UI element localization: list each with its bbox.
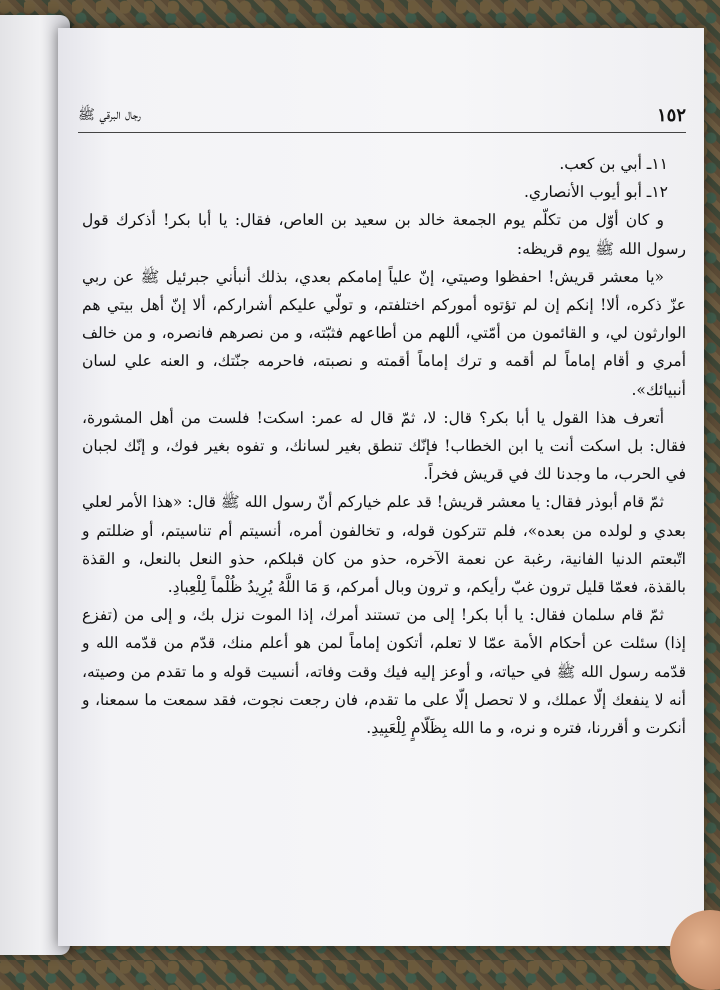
paragraph: أتعرف هذا القول يا أبا بكر؟ قال: لا، ثمّ قال له عمر: اسكت! فلست من أهل المشورة، فقال: بل اسكت أنت يا ابن الخطاب! فإنّك تنطق بغير لسانك، و تفوه بغير فوك، و إنّك لجبان في الحرب، ما وجدنا لك في قريش فخراً. <box>82 408 686 484</box>
book-page <box>58 28 704 946</box>
page-number: ١٥٢ <box>656 105 686 126</box>
list-item: ١١ـ أبي بن كعب. <box>559 155 668 173</box>
paragraph: ثمّ قام أبوذر فقال: يا معشر قريش! قد علم خياركم أنّ رسول الله ﷺ قال: «هذا الأمر لعلي بعدي و لولده من بعده»، فلم تتركون قوله، و تخالفون أمره، أنسيتم أم تناسيتم، أو ضللتم و اتّبعتم الدنيا الفانية، رغبة عن نعمة الآخره، حذو من كان قبلكم، حذو النعل بالنعل، و القذة بالقذة، فعمّا قليل ترون غبّ رأيكم، و ترون وبال أمركم، وَ مَا اللَّهُ يُرِيدُ ظُلْماً لِلْعِبادِ. <box>82 493 686 597</box>
paragraph: و كان أوّل من تكلّم يوم الجمعة خالد بن سعيد بن العاص، فقال: يا أبا بكر! أذكرك قول رسول الله ﷺ يوم قريظه: <box>82 211 686 258</box>
paragraph: ثمّ قام سلمان فقال: يا أبا بكر! إلى من تستند أمرك، إذا الموت نزل بك، و إلى من (تفزع إذا) سئلت عن أحكام الأمة عمّا لا تعلم، أتكون إماماً لمن هو أعلم منك، قدّم من قدّمه الله و قدّمه رسول الله ﷺ في حياته، و أوعز إليه فيك وقت وفاته، أنسيت قوله و ما تقدم من وصيته، أنه لا ينفعك إلّا عملك، و لا تحصل إلّا على ما تقدم، فان رجعت نجوت، فقد سمعت ما سمعنا، و أنكرت و أقررنا، فتره و نره، و ما الله بِظَلّامٍ لِلْعَبِيدِ. <box>82 606 686 738</box>
page-header <box>78 96 686 133</box>
running-title: رجال البرقي ﷺ <box>78 107 142 123</box>
paragraph: «يا معشر قريش! احفظوا وصيتي، إنّ علياً إمامكم بعدي، بذلك أنبأني جبرئيل ﷺ عن ربي عزّ ذكره، ألا! إنكم إن لم تؤتوه أموركم اختلفتم، و تولّي عليكم أشراركم، ألا إنّ أهل بيتي هم الوارثون لي، و القائمون من أمّتي، أللهم من أطاعهم فثبّته، و من نصرهم فانصره، و من خالف أمري و أقام إماماً لم أقمه و ترك إماماً أقمته و نصبته، فاحرمه جنّتك، و العنه علي لسان أنبيائك». <box>82 267 686 399</box>
list-item: ١٢ـ أبو أيوب الأنصاري. <box>524 183 668 202</box>
page-body <box>82 150 686 742</box>
